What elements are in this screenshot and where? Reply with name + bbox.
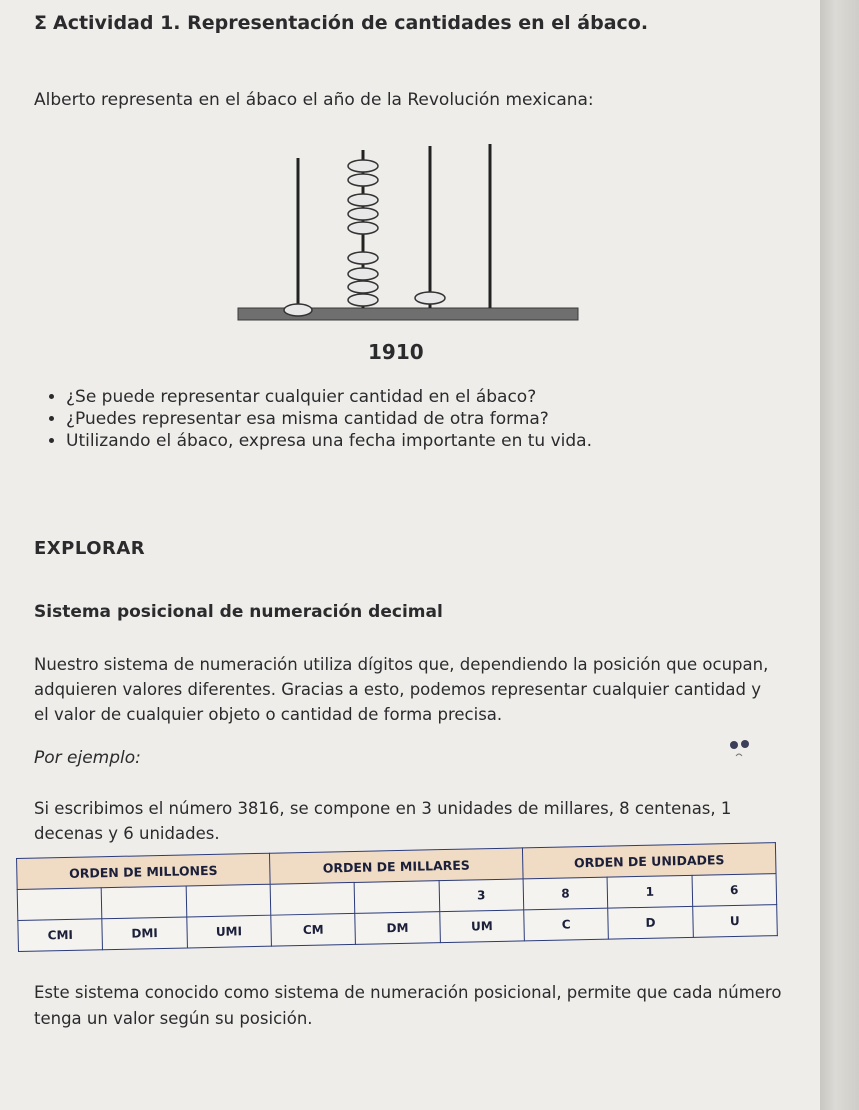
abacus-bead: [348, 160, 378, 172]
table-cell: UM: [439, 910, 524, 943]
abacus-bead: [348, 252, 378, 264]
table-cell: [270, 882, 355, 915]
abacus-bead: [348, 208, 378, 220]
abacus-bead: [348, 294, 378, 306]
table-cell: DMI: [102, 917, 187, 950]
orders-table-wrap: [16, 842, 778, 952]
table-cell: 3: [439, 879, 524, 912]
explorar-heading: EXPLORAR: [34, 538, 146, 559]
section-title: Sistema posicional de numeración decimal: [34, 602, 443, 622]
abacus-bead: [415, 292, 445, 304]
activity-title-text: Actividad 1. Representación de cantidades en el ábaco.: [52, 12, 649, 34]
question-item: • ¿Puedes representar esa misma cantidad de otra forma?: [66, 408, 592, 430]
table-cell: C: [524, 908, 609, 941]
abacus-bead: [348, 268, 378, 280]
abacus-bead: [348, 194, 378, 206]
explanation-paragraph: Nuestro sistema de numeración utiliza dígitos que, dependiendo la posición que ocupan, adquieren valores diferentes. Gracias a esto, podemos representar cualquier cantidad y el valor de cualquier objeto o cantidad de forma precisa.: [34, 655, 769, 724]
example-paragraph: Si escribimos el número 3816, se compone en 3 unidades de millares, 8 centenas, 1 decenas y 6 unidades.: [34, 799, 732, 843]
intro-text: Alberto representa en el ábaco el año de la Revolución mexicana:: [34, 90, 594, 110]
group-header: ORDEN DE MILLONES: [17, 853, 271, 889]
abacus-beads-d: [415, 292, 445, 304]
abacus-bead: [348, 281, 378, 293]
example-label: Por ejemplo:: [34, 748, 141, 768]
group-header: ORDEN DE MILLARES: [269, 848, 523, 884]
closing-paragraph: Este sistema conocido como sistema de numeración posicional, permite que cada número tenga un valor según su posición.: [34, 983, 782, 1028]
activity-title: [34, 12, 648, 34]
question-item: • ¿Se puede representar cualquier cantidad en el ábaco?: [66, 386, 592, 408]
table-cell: [17, 888, 102, 921]
page-edge: [820, 0, 859, 1110]
group-header: ORDEN DE UNIDADES: [522, 843, 776, 879]
table-cell: CM: [271, 913, 356, 946]
abacus-beads-c: [348, 160, 378, 306]
question-item: • Utilizando el ábaco, expresa una fecha importante en tu vida.: [66, 430, 592, 452]
decorative-dots: [726, 738, 756, 764]
abacus-bead: [348, 222, 378, 234]
table-cell: 8: [523, 877, 608, 910]
table-cell: CMI: [18, 919, 103, 952]
clock-icon: Ʃ: [34, 12, 47, 34]
abacus-beads-um: [284, 304, 312, 316]
question-list: [40, 386, 592, 452]
table-cell: [354, 881, 439, 914]
table-cell: U: [692, 905, 777, 938]
table-cell: UMI: [186, 915, 271, 948]
table-cell: D: [608, 906, 693, 939]
table-cell: [186, 884, 271, 917]
orders-table: [16, 842, 778, 952]
abacus-bead: [284, 304, 312, 316]
abacus-figure: [230, 140, 590, 370]
table-cell: DM: [355, 912, 440, 945]
table-cell: [102, 886, 187, 919]
table-cell: 1: [607, 875, 692, 908]
abacus-bead: [348, 174, 378, 186]
table-cell: 6: [692, 874, 777, 907]
abacus-year: 1910: [368, 340, 424, 364]
